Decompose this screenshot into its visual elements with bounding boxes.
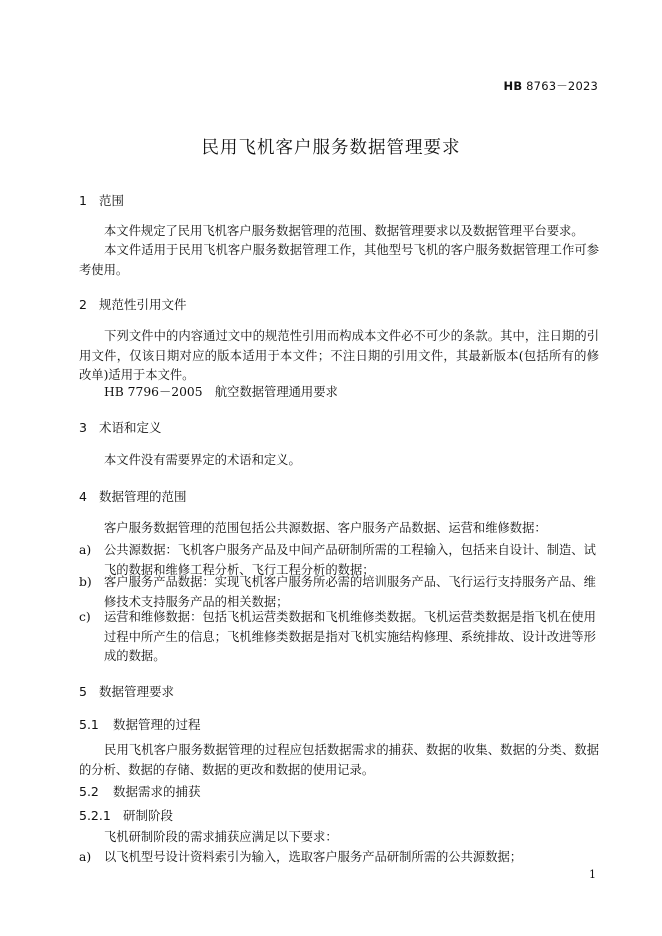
- section-title: 数据管理的范围: [99, 489, 187, 504]
- section-title: 规范性引用文件: [99, 297, 187, 312]
- section-5-2-heading: [79, 782, 201, 800]
- list-item-label: c): [79, 610, 91, 624]
- list-item-label: a): [79, 543, 92, 557]
- section-5-2-1-paragraph-1: 飞机研制阶段的需求捕获应满足以下要求：: [104, 830, 338, 844]
- section-title: 数据管理要求: [99, 684, 175, 699]
- page-title: 民用飞机客户服务数据管理要求: [201, 138, 461, 158]
- section-title: 研制阶段: [123, 808, 174, 823]
- section-2-heading: [79, 295, 187, 313]
- list-item-label: a): [79, 850, 92, 864]
- section-1-heading: [79, 191, 124, 209]
- section-number: 2: [79, 297, 87, 312]
- section-title: 数据管理的过程: [113, 717, 201, 732]
- list-item: 客户服务产品数据：实现飞机客户服务所必需的培训服务产品、飞行运行支持服务产品、维修技术支持服务产品的相关数据；: [104, 575, 596, 609]
- page-number: 1: [589, 868, 596, 881]
- list-item: 运营和维修数据：包括飞机运营类数据和飞机维修类数据。飞机运营类数据是指飞机在使用过程中所产生的信息；飞机维修类数据是指对飞机实施结构修理、系统排故、设计改进等形成的数据。: [104, 610, 596, 663]
- section-1-paragraph-2: 本文件适用于民用飞机客户服务数据管理工作，其他型号飞机的客户服务数据管理工作可参考使用。: [79, 243, 599, 277]
- section-5-heading: [79, 682, 174, 700]
- document-code: [504, 78, 599, 94]
- section-5-2-1-heading: [79, 806, 173, 824]
- section-4-heading: [79, 487, 187, 505]
- list-item-label: b): [79, 575, 92, 589]
- section-number: 4: [79, 489, 87, 504]
- section-title: 术语和定义: [99, 420, 162, 435]
- section-title: 数据需求的捕获: [113, 784, 201, 799]
- list-item: 公共源数据：飞机客户服务产品及中间产品研制所需的工程输入，包括来自设计、制造、试飞的数据和维修工程分析、飞行工程分析的数据；: [104, 543, 596, 577]
- section-4-paragraph-1: 客户服务数据管理的范围包括公共源数据、客户服务产品数据、运营和维修数据：: [104, 521, 547, 535]
- section-5-1-paragraph-1: 民用飞机客户服务数据管理的过程应包括数据需求的捕获、数据的收集、数据的分类、数据的分析、数据的存储、数据的更改和数据的使用记录。: [79, 743, 599, 777]
- section-number: 1: [79, 193, 87, 208]
- section-5-1-heading: [79, 715, 201, 733]
- section-3-heading: [79, 418, 162, 436]
- section-3-paragraph-1: 本文件没有需要界定的术语和定义。: [104, 453, 301, 467]
- list-item: 以飞机型号设计资料索引为输入，选取客户服务产品研制所需的公共源数据；: [104, 850, 523, 864]
- section-number: 5: [79, 684, 87, 699]
- section-number: 5.1: [79, 717, 99, 732]
- section-number: 3: [79, 420, 87, 435]
- section-title: 范围: [99, 193, 125, 208]
- document-code-prefix: HB: [503, 79, 523, 93]
- normative-reference: HB 7796－2005 航空数据管理通用要求: [104, 385, 338, 399]
- section-1-paragraph-1: 本文件规定了民用飞机客户服务数据管理的范围、数据管理要求以及数据管理平台要求。: [104, 224, 584, 238]
- section-number: 5.2.1: [79, 808, 111, 823]
- section-2-paragraph-1: 下列文件中的内容通过文中的规范性引用而构成本文件必不可少的条款。其中，注日期的引用文件，仅该日期对应的版本适用于本文件；不注日期的引用文件，其最新版本(包括所有的修改单)适用于本文件。: [79, 329, 599, 382]
- section-number: 5.2: [79, 784, 99, 799]
- document-code-number: 8763－2023: [526, 79, 598, 93]
